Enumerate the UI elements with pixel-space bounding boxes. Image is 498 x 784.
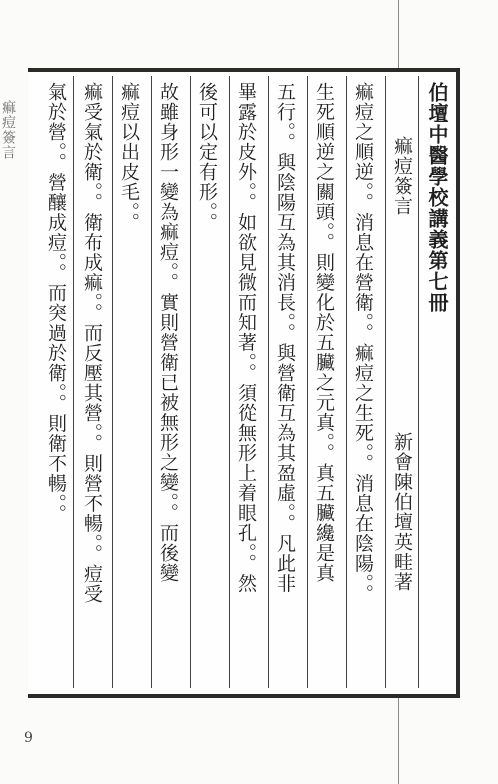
body-column-9: 氣於營。。營釀成痘。。而突過於衛。。則衛不暢。。: [45, 82, 67, 524]
column-rule: [112, 76, 113, 688]
body-column-5: 後可以定有形。。: [196, 82, 218, 233]
book-title: 伯壇中醫學校講義第七冊: [425, 82, 449, 313]
column-rule: [190, 76, 191, 688]
chapter-title: 痲痘簽言: [391, 136, 413, 216]
text-frame: [28, 68, 460, 698]
column-rule: [229, 76, 230, 688]
column-rule: [268, 76, 269, 688]
body-column-1: 痲痘之順逆。。消息在營衛。。痲痘之生死。。消息在陰陽。。: [352, 82, 374, 604]
page-number: 9: [24, 730, 33, 746]
column-rule: [385, 76, 386, 688]
body-column-4: 畢露於皮外。。如欲見微而知著。。須從無形上着眼孔。。然: [235, 82, 257, 594]
column-rule: [418, 76, 419, 688]
heading-column: [388, 82, 416, 682]
author-line: 新會陳伯壇英畦著: [391, 432, 413, 592]
body-column-6: 故雖身形一變為痲痘。。實則營衛已被無形之變。。而後變: [157, 82, 179, 583]
body-column-8: 痲受氣於衛。。衛布成痲。。而反壓其營。。則營不暢。。痘受: [81, 82, 103, 604]
spine-label: 痲痘簽言: [0, 100, 16, 160]
column-rule: [307, 76, 308, 688]
column-rule: [346, 76, 347, 688]
body-column-2: 生死順逆之關頭。。則變化於五臟之元真。。真五臟纔是真: [313, 82, 335, 583]
body-column-3: 五行。。與陰陽互為其消長。。與營衛互為其盈虛。。凡此非: [274, 82, 296, 594]
column-rule: [151, 76, 152, 688]
column-rule: [73, 76, 74, 688]
body-column-7: 痲痘以出皮毛。。: [118, 82, 140, 233]
